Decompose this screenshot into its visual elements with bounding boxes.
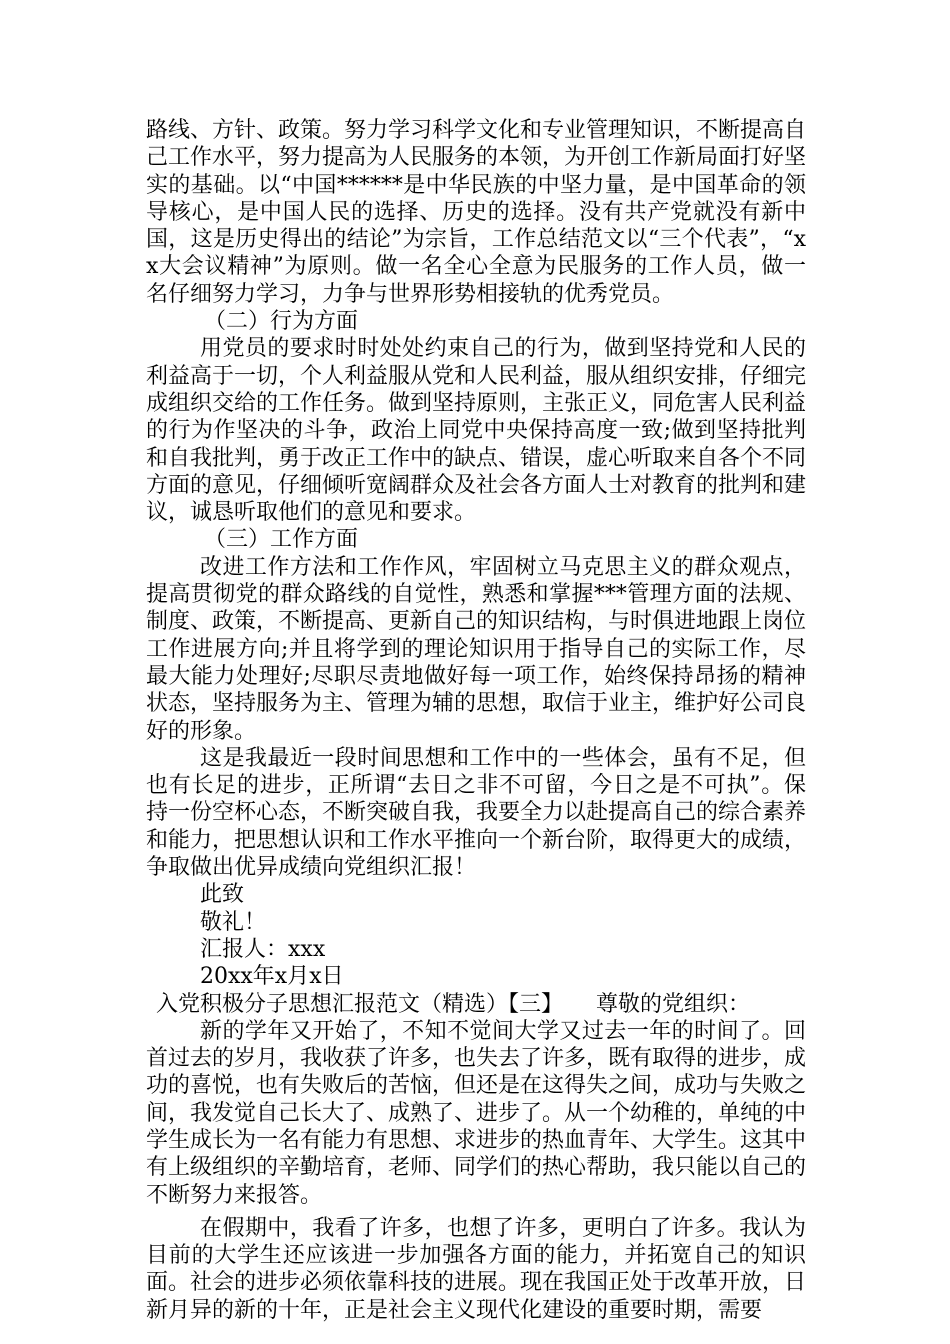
paragraph-new-year: 新的学年又开始了，不知不觉间大学又过去一年的时间了。回首过去的岁月，我收获了许多，也失去了许多，既有取得的进步，成功的喜悦，也有失败后的苦恼，但还是在这得失之间，成功与失败之间，我发觉自己长大了、成熟了、进步了。从一个幼稚的，单纯的中学生成长为一名有能力有思想、求进步的热血青年、大学生。这其中有上级组织的辛勤培育，老师、同学们的热心帮助，我只能以自己的不断努力来报答。 bbox=[146, 1018, 807, 1208]
closing-salutation: 此致 bbox=[200, 882, 245, 908]
closing-regards: 敬礼！ bbox=[200, 909, 267, 935]
paragraph-reflection: 这是我最近一段时间思想和工作中的一些体会，虽有不足，但也有长足的进步，正所谓“去日之非不可留，今日之是不可执”。保持一份空杯心态，不断突破自我，我要全力以赴提高自己的综合素养和能力，把思想认识和工作水平推向一个新台阶，取得更大的成绩，争取做出优异成绩向党组织汇报！ bbox=[146, 745, 807, 881]
paragraph-party-line: 路线、方针、政策。努力学习科学文化和专业管理知识，不断提高自己工作水平，努力提高为人民服务的本领，为开创工作新局面打好坚实的基础。以“中国******是中华民族的中坚力量，是中国革命的领导核心，是中国人民的选择、历史的选择。没有共产党就没有新中国，这是历史得出的结论”为宗旨，工作总结范文以“三个代表”，“xx大会议精神”为原则。做一名全心全意为民服务的工作人员，做一名仔细努力学习，力争与世界形势相接轨的优秀党员。 bbox=[146, 118, 807, 307]
heading-behavior: （二）行为方面 bbox=[204, 309, 359, 335]
heading-work: （三）工作方面 bbox=[204, 527, 359, 553]
paragraph-holiday: 在假期中，我看了许多，也想了许多，更明白了许多。我认为目前的大学生还应该进一步加强各方面的能力，并拓宽自己的知识面。社会的进步必须依靠科技的进展。现在我国正处于改革开放，日新月异的新的十年，正是社会主义现代化建设的重要时期，需要 bbox=[146, 1215, 807, 1323]
paragraph-behavior: 用党员的要求时时处处约束自己的行为，做到坚持党和人民的利益高于一切，个人利益服从党和人民利益，服从组织安排，仔细完成组织交给的工作任务。做到坚持原则，主张正义，同危害人民利益的行为作坚决的斗争，政治上同党中央保持高度一致;做到坚持批判和自我批判，勇于改正工作中的缺点、错误，虚心听取来自各个不同方面的意见，仔细倾听宽阔群众及社会各方面人士对教育的批判和建议，诚恳听取他们的意见和要求。 bbox=[146, 336, 807, 526]
reporter-line: 汇报人：xxx bbox=[200, 936, 326, 962]
date-line: 20xx年x月x日 bbox=[200, 964, 344, 990]
section-title-three: 入党积极分子思想汇报范文（精选）【三】 尊敬的党组织： bbox=[156, 991, 751, 1017]
document-page bbox=[146, 117, 806, 1324]
paragraph-work: 改进工作方法和工作作风，牢固树立马克思主义的群众观点，提高贯彻党的群众路线的自觉性，熟悉和掌握***管理方面的法规、制度、政策，不断提高、更新自己的知识结构，与时俱进地跟上岗位工作进展方向;并且将学到的理论知识用于指导自己的实际工作，尽最大能力处理好;尽职尽责地做好每一项工作，始终保持昂扬的精神状态，坚持服务为主、管理为辅的思想，取信于业主，维护好公司良好的形象。 bbox=[146, 554, 807, 744]
